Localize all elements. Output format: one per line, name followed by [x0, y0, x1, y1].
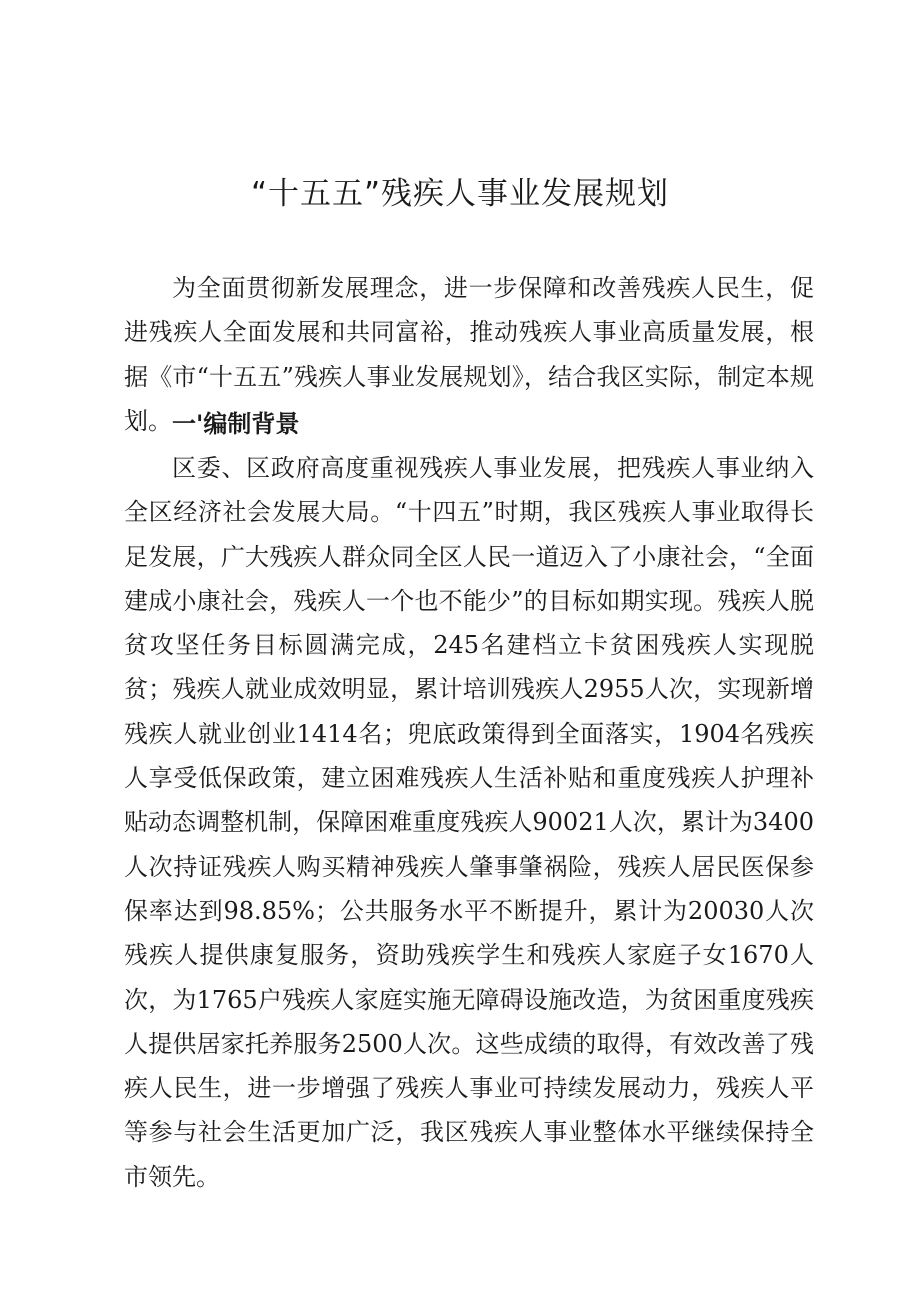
section-heading: 一'编制背景	[172, 410, 300, 438]
intro-paragraph: 为全面贯彻新发展理念，进一步保障和改善残疾人民生，促进残疾人全面发展和共同富裕，推动残疾人事业高质量发展，根据《市“十五五”残疾人事业发展规划》，结合我区实际，制定本规划。	[124, 274, 814, 435]
document-title: “十五五”残疾人事业发展规划	[250, 176, 670, 212]
section-paragraph: 区委、区政府高度重视残疾人事业发展，把残疾人事业纳入全区经济社会发展大局。“十四五”时期，我区残疾人事业取得长足发展，广大残疾人群众同全区人民一道迈入了小康社会，“全面建成小康社会，残疾人一个也不能少”的目标如期实现。残疾人脱贫攻坚任务目标圆满完成，245名建档立卡贫困残疾人实现脱贫；残疾人就业成效明显，累计培训残疾人2955人次，实现新增残疾人就业创业1414名；兜底政策得到全面落实，1904名残疾人享受低保政策，建立困难残疾人生活补贴和重度残疾人护理补贴动态调整机制，保障困难重度残疾人90021人次，累计为3400人次持证残疾人购买精神残疾人肇事肇祸险，残疾人居民医保参保率达到98.85%；公共服务水平不断提升，累计为20030人次残疾人提供康复服务，资助残疾学生和残疾人家庭子女1670人次，为1765户残疾人家庭实施无障碍设施改造，为贫困重度残疾人提供居家托养服务2500人次。这些成绩的取得，有效改善了残疾人民生，进一步增强了残疾人事业可持续发展动力，残疾人平等参与社会生活更加广泛，我区残疾人事业整体水平继续保持全市领先。	[124, 454, 814, 1191]
